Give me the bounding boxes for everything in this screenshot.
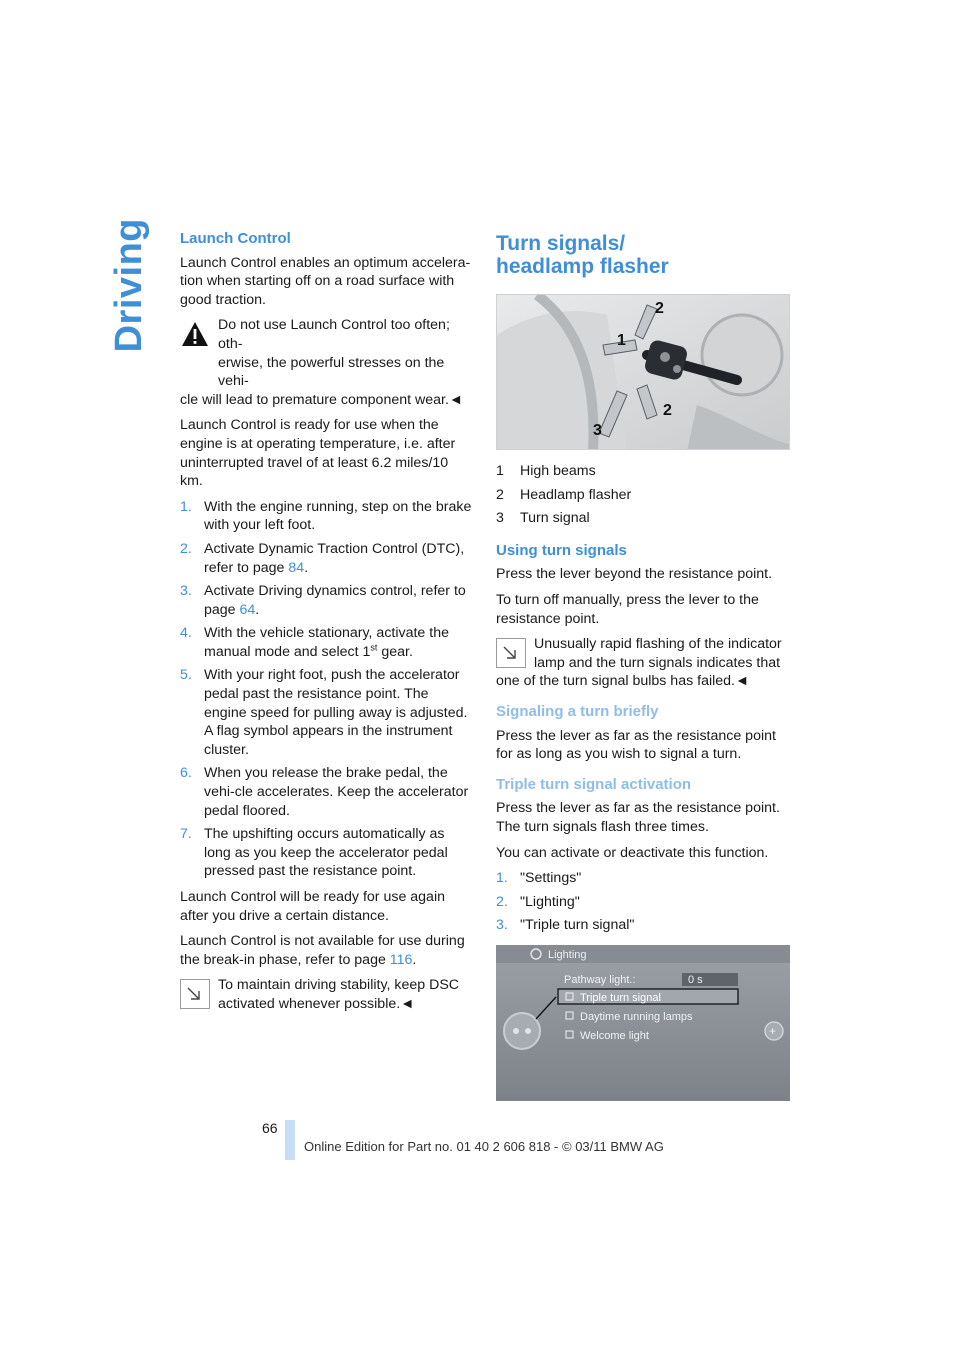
left-column bbox=[180, 230, 472, 1021]
list-item: 2. Activate Dynamic Traction Control (DTC), refer to page 84. bbox=[180, 540, 465, 576]
warning-note bbox=[180, 316, 472, 409]
list-item: 2 Headlamp flasher bbox=[496, 486, 632, 503]
ready-again-text: Launch Control will be ready for use again after you drive a certain distance. bbox=[180, 889, 445, 924]
list-item: 5. With your right foot, push the accelerator pedal past the resistance point. The engine speed for pulling away is adjusted. A flag symbol appears in the instrument cluster. bbox=[180, 667, 468, 758]
note-arrow-icon bbox=[496, 638, 526, 668]
turn-signals-heading: Turn signals/ headlamp flasher bbox=[496, 232, 669, 278]
page-ref-link[interactable]: 116 bbox=[389, 951, 413, 968]
footer-edition-text: Online Edition for Part no. 01 40 2 606 818 - © 03/11 BMW AG bbox=[304, 1139, 664, 1154]
triple-p1: Press the lever as far as the resistance point. The turn signals flash three times. bbox=[496, 800, 780, 835]
figure-legend bbox=[496, 462, 790, 528]
screen-title: Lighting bbox=[548, 948, 587, 961]
list-item: 1. "Settings" bbox=[496, 870, 582, 887]
bulb-failure-note bbox=[496, 635, 790, 691]
list-item: 3. "Triple turn signal" bbox=[496, 917, 635, 934]
list-item: 4. With the vehicle stationary, activate the manual mode and select 1st gear. bbox=[180, 625, 449, 660]
section-tab: Driving bbox=[108, 218, 150, 353]
warning-line-1: Do not use Launch Control too often; oth- bbox=[218, 317, 450, 352]
lighting-screen-illustration bbox=[496, 945, 790, 1101]
right-column bbox=[496, 230, 790, 1101]
turn-signal-lever-figure bbox=[496, 294, 790, 450]
svg-text:+: + bbox=[769, 1023, 777, 1038]
pathway-light-label: Pathway light.: bbox=[564, 973, 636, 986]
bulb-note-text: Unusually rapid flashing of the indicator lamp and the turn signals indicates that one of the turn signal bulbs has failed. bbox=[496, 636, 782, 690]
triple-turn-heading: Triple turn signal activation bbox=[496, 775, 692, 793]
list-item: 1 High beams bbox=[496, 463, 596, 479]
warning-line-2: erwise, the powerful stresses on the vehi- bbox=[218, 354, 445, 390]
triple-turn-signal-option: Triple turn signal bbox=[580, 991, 661, 1004]
page-ref-link[interactable]: 64 bbox=[239, 601, 256, 618]
dsc-note bbox=[180, 976, 472, 1013]
breakin-text: Launch Control is not available for use during the break-in phase, refer to page 116. bbox=[180, 933, 465, 968]
page-ref-link[interactable]: 84 bbox=[288, 559, 305, 576]
lever-label-1: 1 bbox=[617, 332, 626, 349]
launch-steps bbox=[180, 498, 472, 881]
list-item: 7. The upshifting occurs automatically as long as you keep the accelerator pedal pressed past the resistance point. bbox=[180, 826, 448, 880]
end-mark: ◄ bbox=[735, 673, 750, 690]
controller-knob-icon bbox=[504, 1013, 540, 1049]
list-item: 3 Turn signal bbox=[496, 510, 590, 527]
using-p2: To turn off manually, press the lever to the resistance point. bbox=[496, 591, 759, 627]
list-item: 2. "Lighting" bbox=[496, 893, 580, 910]
lighting-menu-screen bbox=[496, 945, 790, 1101]
dsc-note-text: To maintain driving stability, keep DSC activated whenever possible. bbox=[218, 977, 460, 1012]
end-mark: ◄ bbox=[400, 995, 415, 1012]
lever-label-2-top: 2 bbox=[655, 300, 664, 317]
launch-control-intro: Launch Control enables an optimum accelera-tion when starting off on a road surface with good traction. bbox=[180, 254, 471, 308]
warning-triangle-icon bbox=[180, 319, 210, 349]
pathway-light-value: 0 s bbox=[688, 973, 703, 986]
using-turn-signals-heading: Using turn signals bbox=[496, 541, 627, 559]
lever-illustration bbox=[497, 295, 790, 450]
lever-label-2-bottom: 2 bbox=[663, 402, 672, 419]
triple-steps bbox=[496, 869, 790, 935]
triple-p2: You can activate or deactivate this function. bbox=[496, 844, 769, 861]
list-item: 6. When you release the brake pedal, the vehi-cle accelerates. Keep the accelerator pedal floored. bbox=[180, 765, 469, 819]
footer-bar bbox=[285, 1120, 295, 1160]
ready-text: Launch Control is ready for use when the engine is at operating temperature, i.e. after uninterrupted travel of at least 6.2 miles/10 km. bbox=[180, 417, 456, 490]
list-item: 1. With the engine running, step on the brake with your left foot. bbox=[180, 498, 472, 534]
list-item: 3. Activate Driving dynamics control, refer to page 64. bbox=[180, 583, 466, 618]
signaling-briefly-heading: Signaling a turn briefly bbox=[496, 702, 659, 720]
daytime-running-option: Daytime running lamps bbox=[580, 1010, 693, 1023]
welcome-light-option: Welcome light bbox=[580, 1029, 649, 1042]
end-mark: ◄ bbox=[448, 391, 463, 408]
briefly-p1: Press the lever as far as the resistance point for as long as you wish to signal a turn. bbox=[496, 727, 776, 763]
note-arrow-icon bbox=[180, 979, 210, 1009]
launch-control-heading: Launch Control bbox=[180, 230, 291, 247]
using-p1: Press the lever beyond the resistance point. bbox=[496, 566, 773, 583]
page-number: 66 bbox=[262, 1120, 278, 1136]
lever-label-3: 3 bbox=[593, 422, 602, 439]
warning-line-3: cle will lead to premature component wear. bbox=[180, 391, 449, 408]
